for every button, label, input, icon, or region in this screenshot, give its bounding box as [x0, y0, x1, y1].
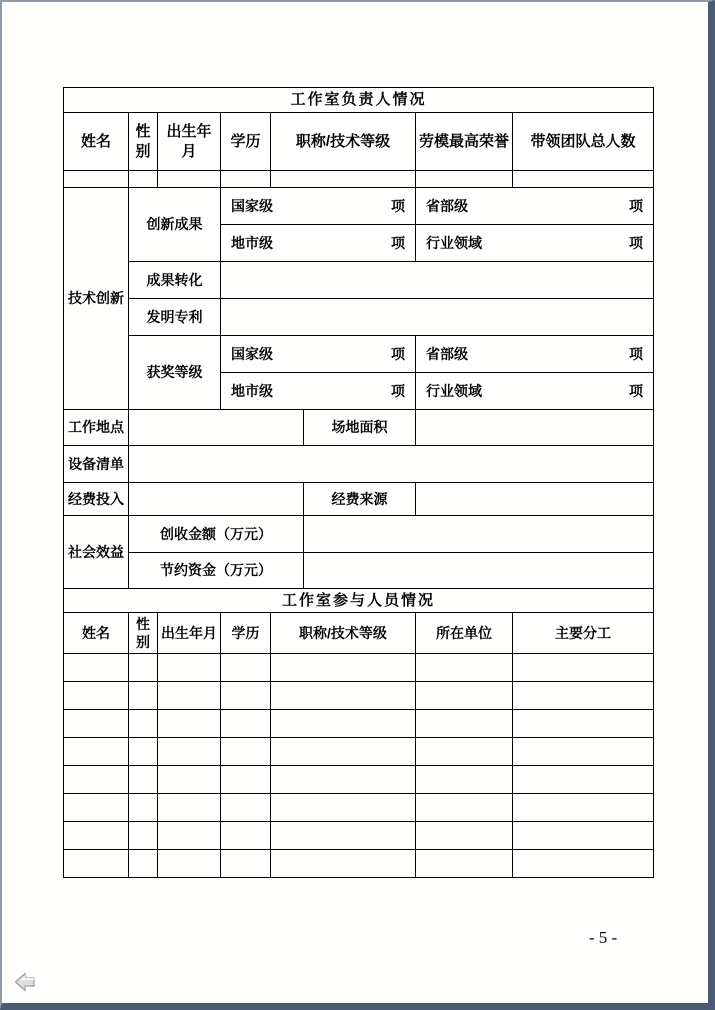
member-col-header-title-level: 职称/技术等级: [271, 613, 416, 654]
savings-amount-label: 节约资金（万元）: [129, 553, 304, 589]
income-amount-cell[interactable]: [304, 516, 654, 553]
member-title-level-cell[interactable]: [271, 738, 416, 766]
col-header-birth: 出生年月: [158, 113, 221, 171]
member-name-cell[interactable]: [64, 738, 129, 766]
member-name-cell[interactable]: [64, 822, 129, 850]
member-work-unit-cell[interactable]: [416, 710, 513, 738]
leader-model-honor-cell[interactable]: [416, 171, 513, 188]
member-name-cell[interactable]: [64, 654, 129, 682]
member-birth-cell[interactable]: [158, 850, 221, 878]
member-row: [64, 766, 654, 794]
member-main-duty-cell[interactable]: [513, 794, 654, 822]
award-municipal-cell[interactable]: [221, 373, 416, 410]
member-name-cell[interactable]: [64, 682, 129, 710]
funding-input-label: 经费投入: [64, 483, 129, 516]
invention-patent-cell[interactable]: [221, 299, 654, 336]
leader-name-cell[interactable]: [64, 171, 129, 188]
col-header-education: 学历: [221, 113, 271, 171]
leader-birth-cell[interactable]: [158, 171, 221, 188]
member-col-header-name: 姓名: [64, 613, 129, 654]
col-header-team-size: 带领团队总人数: [513, 113, 654, 171]
member-name-cell[interactable]: [64, 710, 129, 738]
col-header-name: 姓名: [64, 113, 129, 171]
member-col-header-main-duty: 主要分工: [513, 613, 654, 654]
leader-education-cell[interactable]: [221, 171, 271, 188]
unit-label: 项: [629, 382, 644, 399]
award-provincial-cell[interactable]: [416, 336, 654, 373]
innovation-achievement-label: 创新成果: [129, 188, 221, 262]
leader-title-level-cell[interactable]: [271, 171, 416, 188]
equipment-list-cell[interactable]: [129, 446, 654, 483]
col-header-model-honor: 劳模最高荣誉: [416, 113, 513, 171]
site-area-label: 场地面积: [304, 410, 416, 446]
innovation-municipal-cell[interactable]: [221, 225, 416, 262]
member-work-unit-cell[interactable]: [416, 850, 513, 878]
member-col-header-education: 学历: [221, 613, 271, 654]
member-birth-cell[interactable]: [158, 738, 221, 766]
member-education-cell[interactable]: [221, 682, 271, 710]
application-form: [63, 87, 654, 878]
member-gender-cell[interactable]: [129, 794, 158, 822]
member-title-level-cell[interactable]: [271, 794, 416, 822]
member-main-duty-cell[interactable]: [513, 738, 654, 766]
member-gender-cell[interactable]: [129, 738, 158, 766]
innovation-national-cell[interactable]: [221, 188, 416, 225]
unit-label: 项: [391, 234, 405, 251]
innovation-provincial-cell[interactable]: [416, 188, 654, 225]
member-row: [64, 822, 654, 850]
member-work-unit-cell[interactable]: [416, 766, 513, 794]
funding-source-label: 经费来源: [304, 483, 416, 516]
unit-label: 项: [391, 197, 405, 214]
member-birth-cell[interactable]: [158, 822, 221, 850]
back-arrow-icon[interactable]: [13, 971, 37, 995]
funding-input-cell[interactable]: [129, 483, 304, 516]
member-work-unit-cell[interactable]: [416, 654, 513, 682]
member-birth-cell[interactable]: [158, 682, 221, 710]
national-level-label: 国家级: [231, 345, 273, 362]
leader-data-row: [64, 171, 654, 188]
member-row: [64, 794, 654, 822]
member-title-level-cell[interactable]: [271, 654, 416, 682]
member-main-duty-cell[interactable]: [513, 822, 654, 850]
achievement-transformation-label: 成果转化: [129, 262, 221, 299]
member-title-level-cell[interactable]: [271, 710, 416, 738]
leader-gender-cell[interactable]: [129, 171, 158, 188]
member-gender-cell[interactable]: [129, 822, 158, 850]
member-row: [64, 654, 654, 682]
member-name-cell[interactable]: [64, 850, 129, 878]
industry-field-label: 行业领域: [426, 234, 482, 251]
provincial-level-label: 省部级: [426, 345, 468, 362]
col-header-gender: 性别: [129, 113, 158, 171]
site-area-cell[interactable]: [416, 410, 654, 446]
member-work-unit-cell[interactable]: [416, 794, 513, 822]
member-birth-cell[interactable]: [158, 710, 221, 738]
member-main-duty-cell[interactable]: [513, 850, 654, 878]
provincial-level-label: 省部级: [426, 197, 468, 214]
member-education-cell[interactable]: [221, 738, 271, 766]
member-work-unit-cell[interactable]: [416, 682, 513, 710]
member-main-duty-cell[interactable]: [513, 654, 654, 682]
member-title-level-cell[interactable]: [271, 850, 416, 878]
tech-innovation-label: 技术创新: [64, 188, 129, 410]
member-education-cell[interactable]: [221, 822, 271, 850]
member-main-duty-cell[interactable]: [513, 682, 654, 710]
industry-field-label: 行业领域: [426, 382, 482, 399]
award-national-cell[interactable]: [221, 336, 416, 373]
municipal-level-label: 地市级: [231, 234, 273, 251]
leader-team-size-cell[interactable]: [513, 171, 654, 188]
member-education-cell[interactable]: [221, 766, 271, 794]
member-title-level-cell[interactable]: [271, 766, 416, 794]
member-education-cell[interactable]: [221, 710, 271, 738]
member-title-level-cell[interactable]: [271, 682, 416, 710]
equipment-list-label: 设备清单: [64, 446, 129, 483]
col-header-title-level: 职称/技术等级: [271, 113, 416, 171]
member-title-level-cell[interactable]: [271, 822, 416, 850]
member-gender-cell[interactable]: [129, 766, 158, 794]
member-birth-cell[interactable]: [158, 794, 221, 822]
innovation-industry-cell[interactable]: [416, 225, 654, 262]
member-education-cell[interactable]: [221, 794, 271, 822]
work-location-cell[interactable]: [129, 410, 304, 446]
member-col-header-gender: 性别: [129, 613, 158, 654]
page-number: - 5 -: [588, 928, 618, 947]
application-form-table: [63, 87, 654, 878]
member-main-duty-cell[interactable]: [513, 766, 654, 794]
member-gender-cell[interactable]: [129, 654, 158, 682]
member-birth-cell[interactable]: [158, 654, 221, 682]
invention-patent-label: 发明专利: [129, 299, 221, 336]
unit-label: 项: [629, 345, 644, 362]
member-row: [64, 850, 654, 878]
member-name-cell[interactable]: [64, 766, 129, 794]
unit-label: 项: [391, 345, 405, 362]
member-main-duty-cell[interactable]: [513, 710, 654, 738]
member-name-cell[interactable]: [64, 794, 129, 822]
member-row: [64, 710, 654, 738]
work-location-label: 工作地点: [64, 410, 129, 446]
achievement-transformation-cell[interactable]: [221, 262, 654, 299]
member-row: [64, 738, 654, 766]
member-gender-cell[interactable]: [129, 682, 158, 710]
funding-source-cell[interactable]: [416, 483, 654, 516]
award-level-label: 获奖等级: [129, 336, 221, 410]
leader-section-title: 工作室负责人情况: [64, 88, 654, 113]
savings-amount-cell[interactable]: [304, 553, 654, 589]
social-benefit-label: 社会效益: [64, 516, 129, 589]
municipal-level-label: 地市级: [231, 382, 273, 399]
member-gender-cell[interactable]: [129, 850, 158, 878]
member-birth-cell[interactable]: [158, 766, 221, 794]
member-row: [64, 682, 654, 710]
member-col-header-work-unit: 所在单位: [416, 613, 513, 654]
member-col-header-birth: 出生年月: [158, 613, 221, 654]
national-level-label: 国家级: [231, 197, 273, 214]
member-gender-cell[interactable]: [129, 710, 158, 738]
member-work-unit-cell[interactable]: [416, 822, 513, 850]
member-education-cell[interactable]: [221, 654, 271, 682]
income-amount-label: 创收金额（万元）: [129, 516, 304, 553]
award-industry-cell[interactable]: [416, 373, 654, 410]
unit-label: 项: [629, 197, 644, 214]
member-education-cell[interactable]: [221, 850, 271, 878]
member-work-unit-cell[interactable]: [416, 738, 513, 766]
unit-label: 项: [391, 382, 405, 399]
unit-label: 项: [629, 234, 644, 251]
members-section-title: 工作室参与人员情况: [64, 589, 654, 613]
